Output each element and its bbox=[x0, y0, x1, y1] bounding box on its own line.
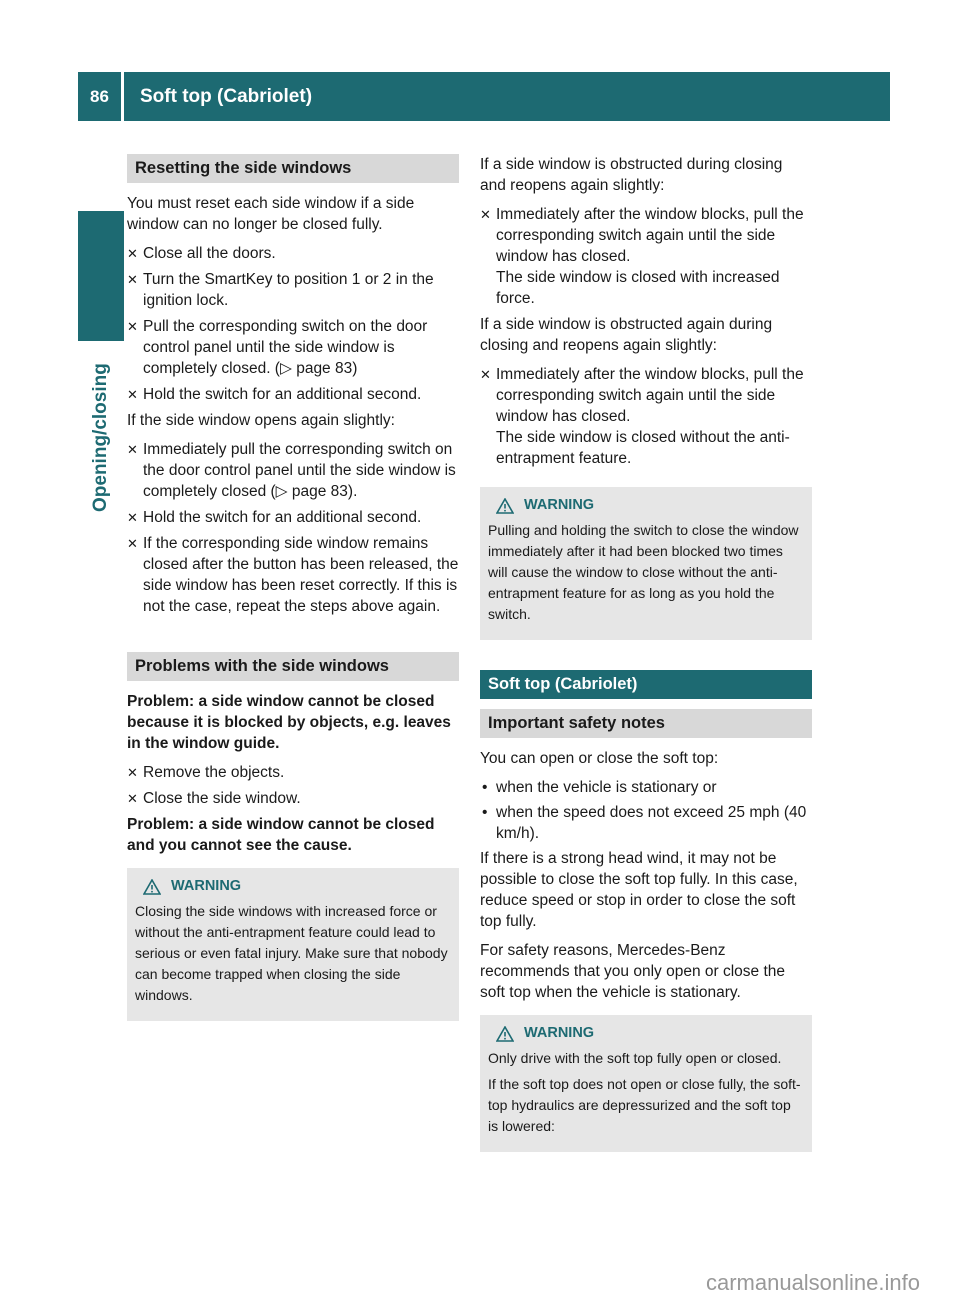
step-marker-icon: ✕ bbox=[127, 536, 138, 551]
step-text: Turn the SmartKey to position 1 or 2 in the ignition lock. bbox=[143, 271, 434, 309]
step-result: The side window is closed with increased force. bbox=[496, 269, 780, 307]
warning-text: If the soft top does not open or close fully, the soft-top hydraulics are depressurized and the soft top is lowered: bbox=[488, 1076, 801, 1134]
step-item bbox=[127, 762, 459, 783]
page-header bbox=[78, 72, 890, 121]
step-item bbox=[127, 788, 459, 809]
step-item bbox=[127, 507, 459, 528]
step-item bbox=[127, 243, 459, 264]
step-item bbox=[127, 384, 459, 405]
step-text: Immediately pull the corresponding switch on the door control panel until the side window is completely closed (▷ page 83). bbox=[143, 441, 456, 500]
bullet-text: when the vehicle is stationary or bbox=[496, 779, 717, 796]
bullet-item bbox=[480, 777, 812, 798]
step-marker-icon: ✕ bbox=[480, 207, 491, 222]
step-marker-icon: ✕ bbox=[127, 319, 138, 334]
step-marker-icon: ✕ bbox=[127, 272, 138, 287]
warning-text: Closing the side windows with increased force or without the anti-entrapment feature could lead to serious or even fatal injury. Make sure that nobody can become trapped when closing the side windows. bbox=[135, 903, 448, 1003]
wind-text: If there is a strong head wind, it may not be possible to close the soft top fully. In this case, reduce speed or stop in order to close the soft top fully. bbox=[480, 850, 798, 930]
bullet-text: when the speed does not exceed 25 mph (40 km/h). bbox=[496, 804, 807, 842]
step-item bbox=[480, 204, 812, 309]
recommend-text: For safety reasons, Mercedes-Benz recommends that you only open or close the soft top when the vehicle is stationary. bbox=[480, 942, 786, 1001]
step-item bbox=[127, 316, 459, 379]
step-text: Hold the switch for an additional second. bbox=[143, 509, 422, 526]
step-item bbox=[480, 364, 812, 469]
step-text: Remove the objects. bbox=[143, 764, 285, 781]
side-tab-label: Opening/closing bbox=[90, 363, 111, 512]
warning-box bbox=[480, 487, 812, 640]
bullet-icon: • bbox=[482, 779, 488, 796]
problem-statement-2: Problem: a side window cannot be closed and you cannot see the cause. bbox=[127, 816, 435, 854]
warning-triangle-icon bbox=[143, 879, 161, 895]
right-column bbox=[480, 154, 812, 1162]
warning-title: WARNING bbox=[524, 1025, 595, 1041]
bullet-icon: • bbox=[482, 804, 488, 821]
step-item bbox=[127, 439, 459, 502]
step-marker-icon: ✕ bbox=[127, 246, 138, 261]
watermark: carmanualsonline.info bbox=[705, 1270, 920, 1295]
warning-box bbox=[480, 1015, 812, 1152]
obstructed-text-2: If a side window is obstructed again during closing and reopens again slightly: bbox=[480, 316, 773, 354]
warning-triangle-icon bbox=[496, 1026, 514, 1042]
step-text: Immediately after the window blocks, pull the corresponding switch again until the side window has closed. bbox=[496, 206, 804, 265]
warning-title: WARNING bbox=[171, 878, 242, 894]
step-text: Close all the doors. bbox=[143, 245, 276, 262]
page-number: 86 bbox=[78, 72, 124, 121]
section-heading-problems: Problems with the side windows bbox=[127, 652, 459, 681]
obstructed-text-1: If a side window is obstructed during closing and reopens again slightly: bbox=[480, 156, 783, 194]
resetting-intro: You must reset each side window if a side window can no longer be closed fully. bbox=[127, 195, 415, 233]
warning-heading bbox=[143, 876, 451, 897]
step-text: Immediately after the window blocks, pull the corresponding switch again until the side window has closed. bbox=[496, 366, 804, 425]
step-marker-icon: ✕ bbox=[127, 791, 138, 806]
warning-heading bbox=[496, 1023, 804, 1044]
warning-heading bbox=[496, 495, 804, 516]
warning-text: Only drive with the soft top fully open or closed. bbox=[488, 1050, 782, 1066]
left-column bbox=[127, 154, 459, 1031]
opens-again-text: If the side window opens again slightly: bbox=[127, 412, 395, 429]
safety-intro: You can open or close the soft top: bbox=[480, 750, 719, 767]
problem-statement-1: Problem: a side window cannot be closed because it is blocked by objects, e.g. leaves in the window guide. bbox=[127, 693, 451, 752]
page-title: Soft top (Cabriolet) bbox=[140, 85, 313, 107]
step-text: Close the side window. bbox=[143, 790, 301, 807]
warning-box bbox=[127, 868, 459, 1021]
step-marker-icon: ✕ bbox=[480, 367, 491, 382]
step-text: Pull the corresponding switch on the door control panel until the side window is completely closed. (▷ page 83) bbox=[143, 318, 428, 377]
step-marker-icon: ✕ bbox=[127, 387, 138, 402]
warning-triangle-icon bbox=[496, 498, 514, 514]
bullet-item bbox=[480, 802, 812, 844]
warning-text: Pulling and holding the switch to close the window immediately after it had been blocked two times will cause the window to close without the anti-entrapment feature for as long as you hold the switch. bbox=[488, 522, 799, 622]
step-marker-icon: ✕ bbox=[127, 442, 138, 457]
section-heading-safety: Important safety notes bbox=[480, 709, 812, 738]
step-text: Hold the switch for an additional second. bbox=[143, 386, 422, 403]
step-marker-icon: ✕ bbox=[127, 765, 138, 780]
chapter-heading: Soft top (Cabriolet) bbox=[480, 670, 812, 699]
step-item bbox=[127, 533, 459, 617]
warning-title: WARNING bbox=[524, 497, 595, 513]
step-marker-icon: ✕ bbox=[127, 510, 138, 525]
step-text: If the corresponding side window remains closed after the button has been released, the side window has been reset correctly. If this is not the case, repeat the steps above again. bbox=[143, 535, 459, 615]
section-heading-resetting: Resetting the side windows bbox=[127, 154, 459, 183]
step-result: The side window is closed without the anti-entrapment feature. bbox=[496, 429, 790, 467]
step-item bbox=[127, 269, 459, 311]
